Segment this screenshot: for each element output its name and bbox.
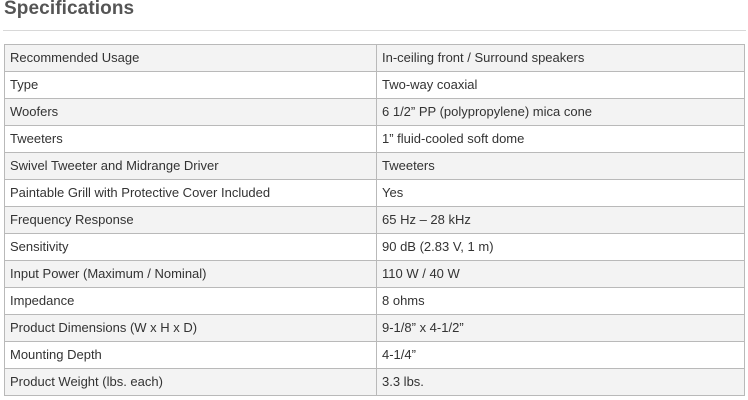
spec-value: In-ceiling front / Surround speakers (377, 45, 745, 72)
spec-value: Two-way coaxial (377, 72, 745, 99)
table-row (5, 369, 745, 396)
spec-label: Mounting Depth (5, 342, 377, 369)
spec-value: 4-1/4” (377, 342, 745, 369)
spec-value: Yes (377, 180, 745, 207)
spec-label: Impedance (5, 288, 377, 315)
spec-label: Sensitivity (5, 234, 377, 261)
spec-value: Tweeters (377, 153, 745, 180)
table-row (5, 126, 745, 153)
spec-label: Woofers (5, 99, 377, 126)
spec-label: Swivel Tweeter and Midrange Driver (5, 153, 377, 180)
spec-label: Paintable Grill with Protective Cover Included (5, 180, 377, 207)
table-row (5, 288, 745, 315)
spec-label: Input Power (Maximum / Nominal) (5, 261, 377, 288)
spec-value: 65 Hz – 28 kHz (377, 207, 745, 234)
table-row (5, 234, 745, 261)
spec-value: 90 dB (2.83 V, 1 m) (377, 234, 745, 261)
table-row (5, 99, 745, 126)
spec-value: 9-1/8” x 4-1/2” (377, 315, 745, 342)
table-row (5, 207, 745, 234)
spec-value: 1” fluid-cooled soft dome (377, 126, 745, 153)
spec-label: Recommended Usage (5, 45, 377, 72)
spec-label: Type (5, 72, 377, 99)
specifications-table (4, 44, 745, 396)
title-divider (3, 30, 746, 31)
spec-value: 6 1/2” PP (polypropylene) mica cone (377, 99, 745, 126)
spec-label: Product Weight (lbs. each) (5, 369, 377, 396)
table-row (5, 180, 745, 207)
spec-value: 3.3 lbs. (377, 369, 745, 396)
spec-value: 110 W / 40 W (377, 261, 745, 288)
table-row (5, 72, 745, 99)
spec-label: Product Dimensions (W x H x D) (5, 315, 377, 342)
spec-label: Frequency Response (5, 207, 377, 234)
table-row (5, 153, 745, 180)
spec-label: Tweeters (5, 126, 377, 153)
table-row (5, 45, 745, 72)
spec-value: 8 ohms (377, 288, 745, 315)
table-row (5, 315, 745, 342)
table-row (5, 342, 745, 369)
page-title: Specifications (4, 0, 135, 19)
table-row (5, 261, 745, 288)
